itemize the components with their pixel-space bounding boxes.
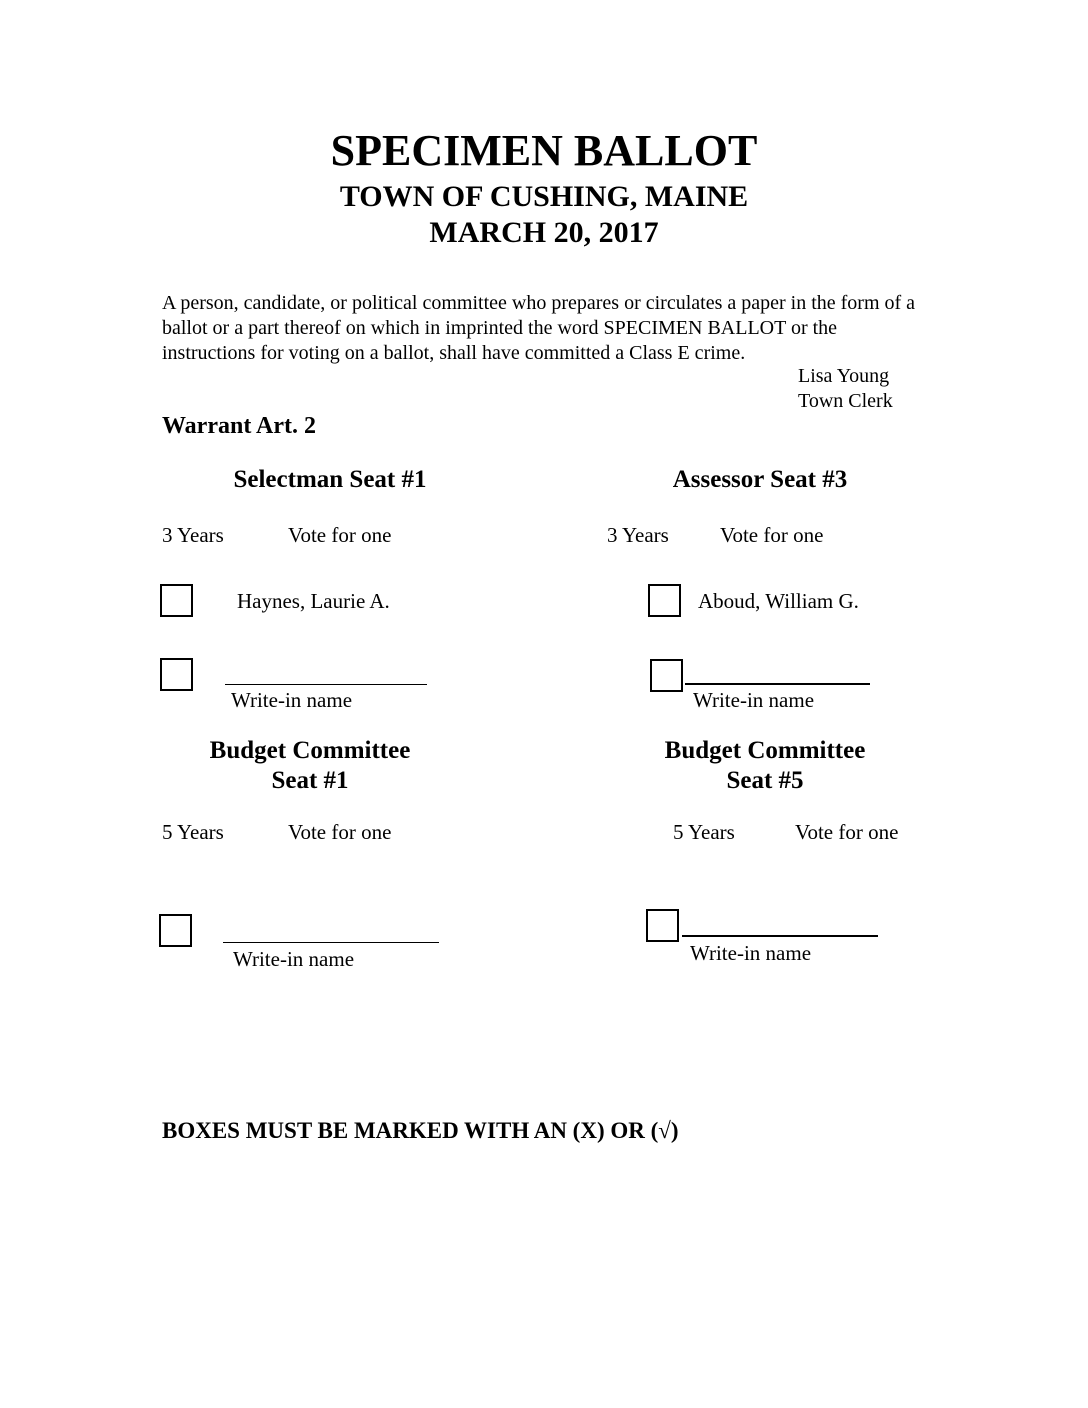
footer-instruction: BOXES MUST BE MARKED WITH AN (X) OR (√) (162, 1118, 679, 1143)
vote-instruction: Vote for one (720, 523, 824, 547)
vote-instruction: Vote for one (795, 820, 899, 844)
write-in-checkbox[interactable] (160, 658, 193, 691)
write-in-line[interactable] (225, 684, 427, 685)
page-date: MARCH 20, 2017 (429, 216, 659, 249)
write-in-checkbox[interactable] (159, 914, 192, 947)
race-title-line1: Budget Committee (209, 737, 411, 764)
write-in-line[interactable] (685, 683, 870, 685)
term-label: 5 Years (673, 820, 735, 844)
clerk-title: Town Clerk (798, 390, 893, 412)
vote-instruction: Vote for one (288, 820, 392, 844)
clerk-block (798, 364, 893, 414)
race-title-line1: Budget Committee (664, 737, 866, 764)
race-title-line2: Seat #1 (271, 767, 349, 794)
term-label: 3 Years (607, 523, 669, 547)
candidate-name: Aboud, William G. (698, 589, 859, 613)
write-in-label: Write-in name (231, 688, 353, 712)
write-in-checkbox[interactable] (646, 909, 679, 942)
candidate-checkbox[interactable] (160, 584, 193, 617)
race-title (615, 736, 915, 796)
write-in-label: Write-in name (233, 947, 355, 971)
term-label: 5 Years (162, 820, 224, 844)
write-in-label: Write-in name (693, 688, 815, 712)
race-title (160, 736, 460, 796)
race-title-line2: Seat #5 (726, 767, 804, 794)
write-in-label: Write-in name (690, 941, 812, 965)
clerk-name: Lisa Young (798, 365, 890, 387)
vote-instruction: Vote for one (288, 523, 392, 547)
term-label: 3 Years (162, 523, 224, 547)
candidate-checkbox[interactable] (648, 584, 681, 617)
write-in-checkbox[interactable] (650, 659, 683, 692)
write-in-line[interactable] (682, 935, 878, 937)
warrant-label: Warrant Art. 2 (162, 413, 316, 439)
race-title: Selectman Seat #1 (233, 466, 427, 493)
page-title: SPECIMEN BALLOT (330, 126, 758, 175)
notice-text: A person, candidate, or political committee who prepares or circulates a paper in the form of a ballot or a part thereof on which in imprinted the word SPECIMEN BALLOT or the instructions for voting on a ballot, shall have committed a Class E crime. (162, 292, 916, 364)
page-subtitle: TOWN OF CUSHING, MAINE (339, 180, 749, 213)
write-in-line[interactable] (223, 942, 439, 943)
race-title: Assessor Seat #3 (672, 466, 848, 493)
candidate-name: Haynes, Laurie A. (237, 589, 390, 613)
